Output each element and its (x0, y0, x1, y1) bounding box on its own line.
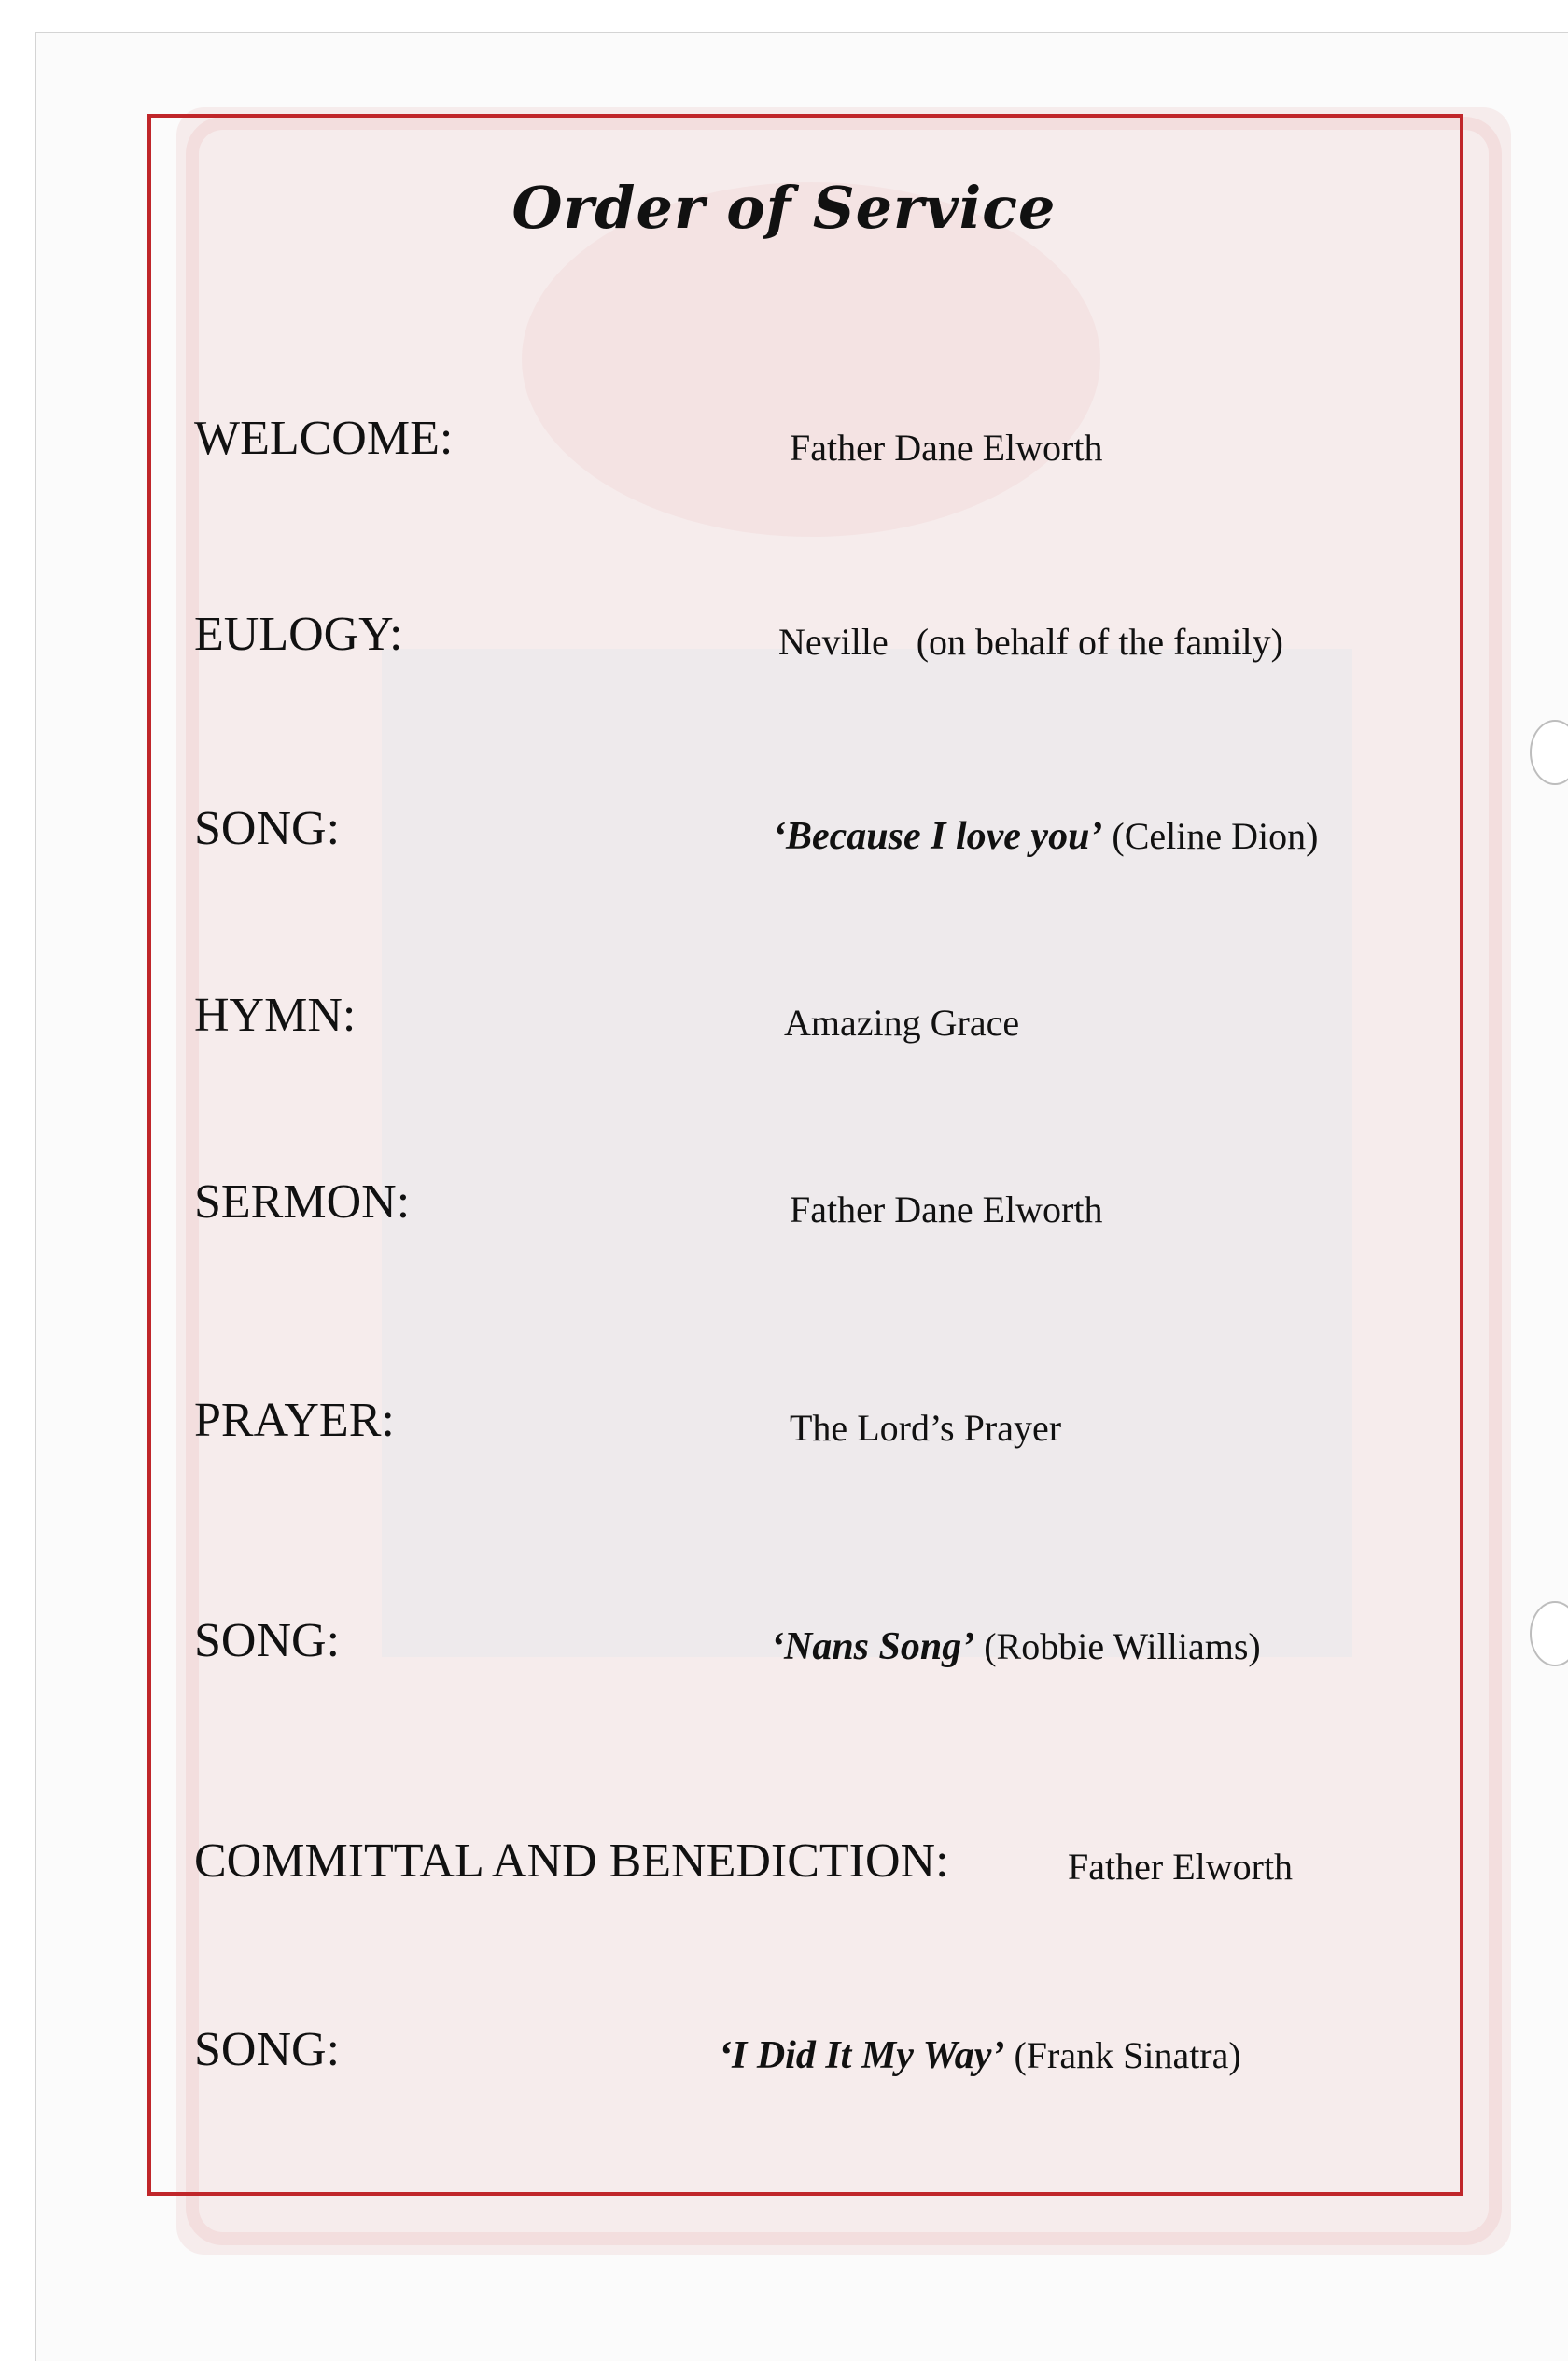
song-artist-2: (Robbie Williams) (984, 1625, 1261, 1667)
binder-hole-bottom (1530, 1601, 1568, 1666)
row-value-hymn: Amazing Grace (784, 1002, 1020, 1044)
row-label-sermon: SERMON: (194, 1175, 411, 1229)
row-label-song-2: SONG: (194, 1614, 341, 1667)
row-label-hymn: HYMN: (194, 989, 357, 1042)
row-label-song-1: SONG: (194, 802, 341, 855)
song-title-2: ‘Nans Song’ (771, 1625, 975, 1668)
song-artist-3: (Frank Sinatra) (1014, 2034, 1241, 2076)
row-label-prayer: PRAYER: (194, 1394, 395, 1447)
song-title-1: ‘Because I love you’ (773, 815, 1103, 858)
row-value-sermon: Father Dane Elworth (790, 1188, 1103, 1230)
row-label-committal: COMMITTAL AND BENEDICTION: (194, 1834, 949, 1888)
song-artist-1: (Celine Dion) (1112, 815, 1319, 857)
binder-hole-top (1530, 720, 1568, 785)
row-value-song-2 (771, 1624, 1261, 1669)
row-value-song-3 (719, 2033, 1241, 2078)
row-label-welcome: WELCOME: (194, 412, 454, 465)
song-title-3: ‘I Did It My Way’ (719, 2034, 1005, 2077)
row-value-welcome: Father Dane Elworth (790, 427, 1103, 469)
row-value-committal: Father Elworth (1068, 1846, 1294, 1888)
row-label-song-3: SONG: (194, 2023, 341, 2076)
row-value-song-1 (773, 814, 1318, 859)
row-value-prayer: The Lord’s Prayer (790, 1407, 1062, 1449)
row-value-eulogy: Neville (on behalf of the family) (778, 621, 1283, 663)
page-title: Order of Service (511, 174, 1057, 242)
row-label-eulogy: EULOGY: (194, 608, 403, 661)
